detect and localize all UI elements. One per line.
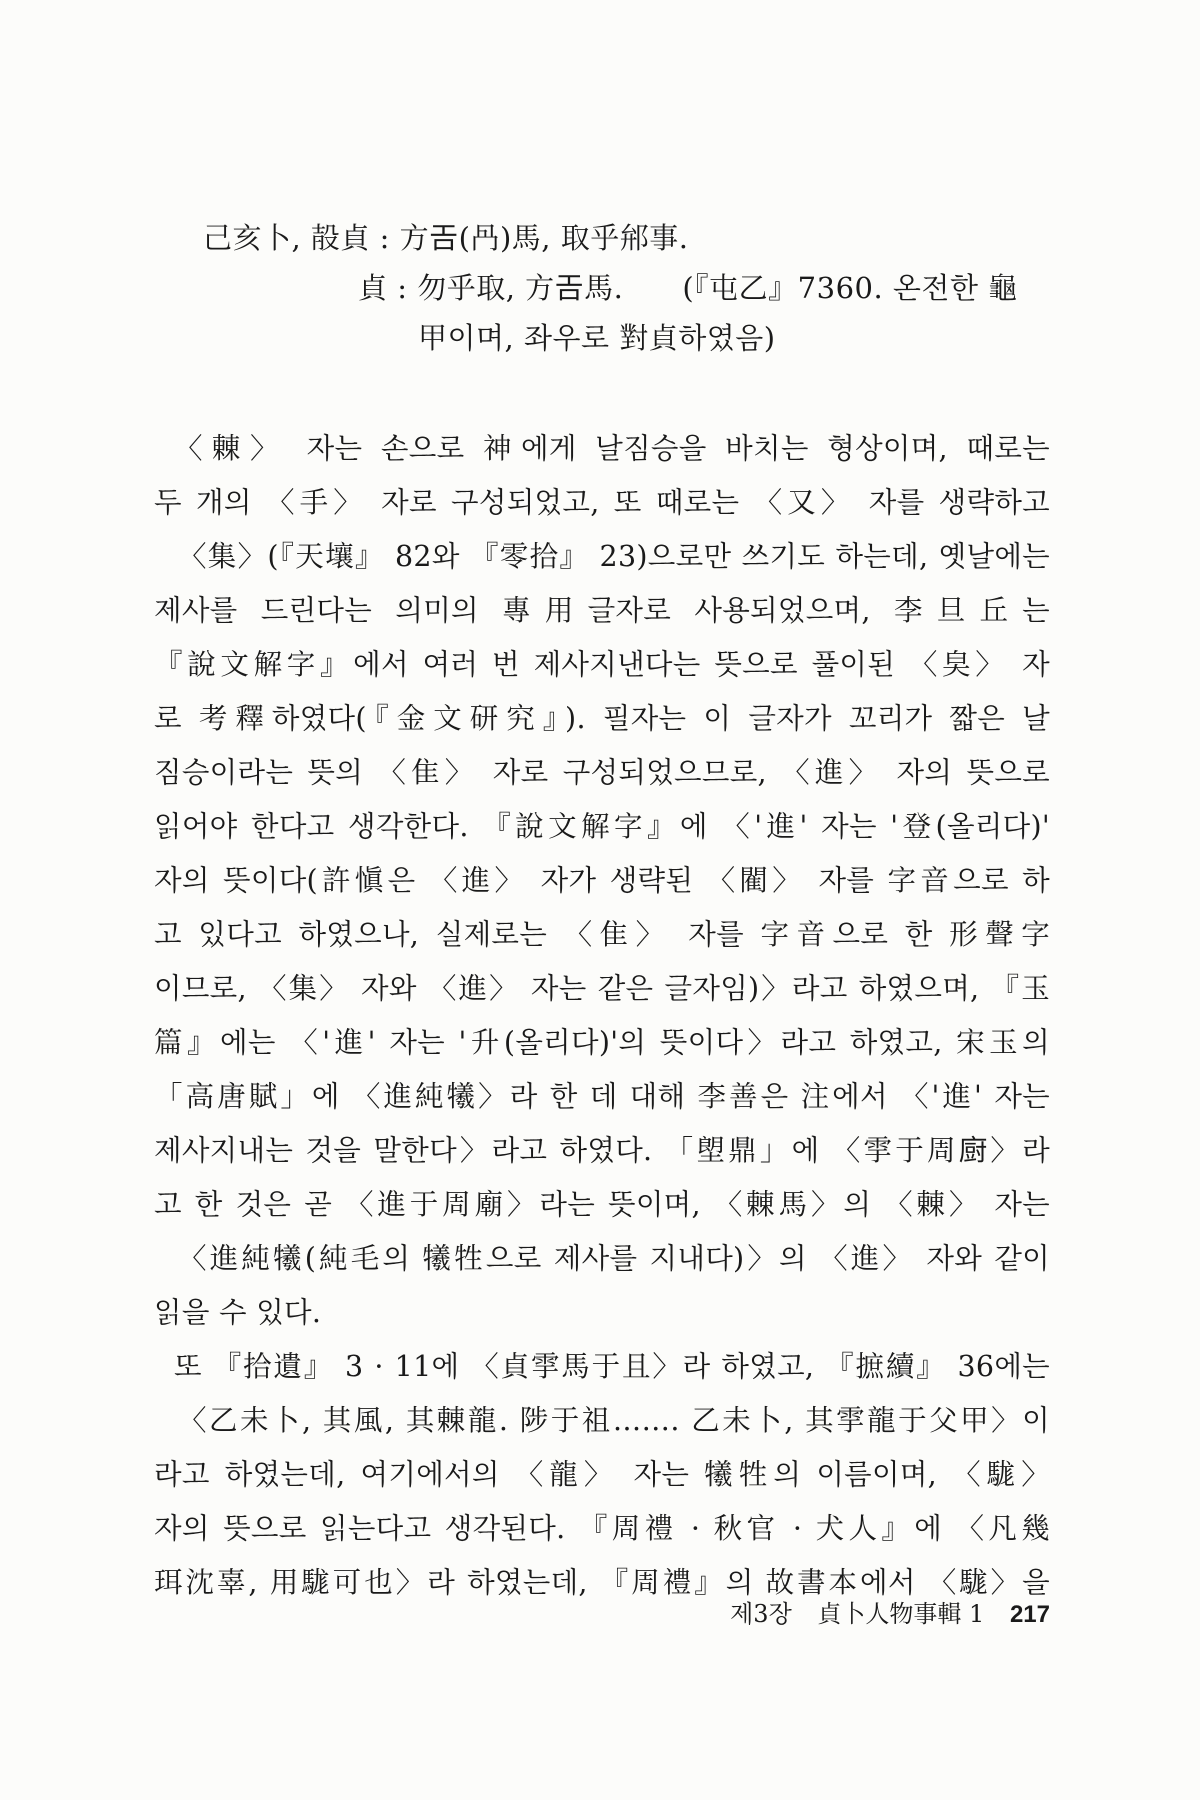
body-line: 읽을 수 있다. [154,1296,322,1329]
body-line: 고 있다고 하였으나, 실제로는 〈隹〉 자를 字音으로 한 形聲字 [154,918,1050,951]
body-line: 〈乙未卜, 其風, 其㯥龍. 陟于祖……. 乙未卜, 其𩁹龍于父甲〉이 [178,1404,1050,1437]
body-line: 이므로, 〈集〉 자와 〈進〉 자는 같은 글자임)〉라고 하였으며, 『玉 [154,972,1050,1005]
body-line: 篇』에는 〈'進' 자는 '升(올리다)'의 뜻이다〉라고 하였고, 宋玉의 [154,1026,1050,1059]
body-line: 두 개의 〈手〉 자로 구성되었고, 또 때로는 〈又〉 자를 생략하고 [154,486,1050,519]
body-line: 珥沈辜, 用駹可也〉라 하였는데, 『周禮』의 故書本에서 〈駹〉을 [154,1566,1050,1599]
body-line: 고 한 것은 곧 〈進于周廟〉라는 뜻이며, 〈㯥馬〉의 〈㯥〉 자는 [154,1188,1050,1221]
chapter-label: 제3장 [730,1600,792,1628]
quote-line-2: 貞 : 勿乎取, 方𢀛馬. (『屯乙』7360. 온전한 龜 [358,271,1018,305]
body-line: 자의 뜻이다(許愼은 〈進〉 자가 생략된 〈閵〉 자를 字音으로 하 [154,864,1050,897]
body-line: 라고 하였는데, 여기에서의 〈龍〉 자는 犧牲의 이름이며, 〈駹〉 [154,1458,1050,1491]
body-line: 로 考釋하였다(『金文研究』). 필자는 이 글자가 꼬리가 짧은 날 [154,702,1050,735]
body-line: 짐승이라는 뜻의 〈隹〉 자로 구성되었으므로, 〈進〉 자의 뜻으로 [154,756,1050,789]
page-number: 217 [1009,1601,1050,1628]
body-line: 〈進純犧(純毛의 犧牲으로 제사를 지내다)〉의 〈進〉 자와 같이 [178,1242,1050,1275]
body-line: 「高唐賦」에 〈進純犧〉라 한 데 대해 李善은 注에서 〈'進' 자는 [154,1080,1050,1113]
quote-line-3: 甲이며, 좌우로 對貞하였음) [418,321,776,355]
body-text [154,422,1050,1610]
body-line: 또 『拾遺』 3 · 11에 〈貞𩁹馬于且〉라 하였고, 『摭續』 36에는 [174,1350,1050,1383]
quote-line-1: 己亥卜, 㱿貞 : 方𢀛(冎)馬, 取乎𨚕事. [203,221,689,255]
body-line: 제사를 드린다는 의미의 專用글자로 사용되었으며, 李旦丘는 [154,594,1050,627]
body-line: 제사지내는 것을 말한다〉라고 하였다. 「塱鼎」에 〈𩁹于周𢊍〉라 [154,1134,1050,1167]
body-line: 〈㯥〉 자는 손으로 神에게 날짐승을 바치는 형상이며, 때로는 [174,432,1050,465]
body-line: 〈集〉(『天壤』 82와 『零拾』 23)으로만 쓰기도 하는데, 옛날에는 [178,540,1050,573]
body-line: 읽어야 한다고 생각한다. 『說文解字』에 〈'進' 자는 '登(올리다)' [154,810,1050,843]
body-line: 『說文解字』에서 여러 번 제사지낸다는 뜻으로 풀이된 〈㚖〉 자 [154,648,1050,681]
running-title: 貞卜人物事輯 1 [817,1600,985,1628]
page-footer [0,1596,1050,1633]
body-line: 자의 뜻으로 읽는다고 생각된다. 『周禮 · 秋官 · 犬人』에 〈凡幾 [154,1512,1050,1545]
